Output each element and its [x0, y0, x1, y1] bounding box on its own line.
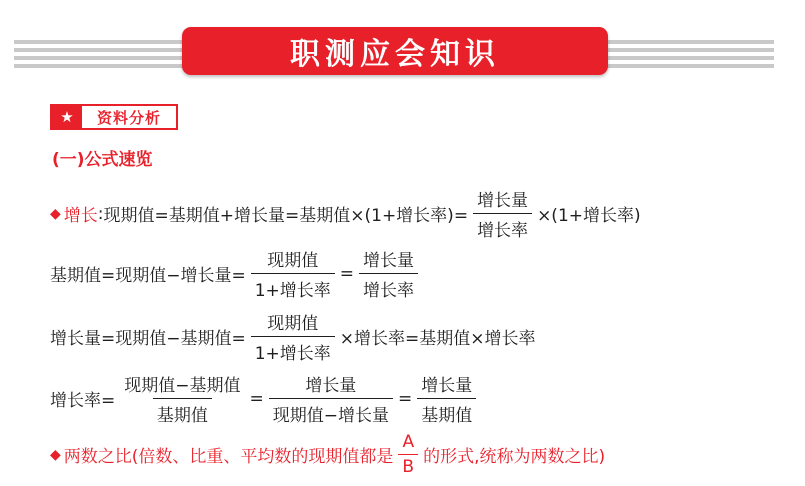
fraction: [269, 371, 393, 426]
fraction-a-over-b: [398, 432, 418, 477]
fraction-denominator: 增长率: [359, 273, 418, 301]
equals-sign: =: [398, 388, 413, 409]
header-stripes-right: [596, 40, 774, 68]
fraction-numerator: 现期值: [267, 251, 319, 271]
fraction-denominator: 增长率: [473, 213, 532, 241]
formula-growth: [50, 186, 641, 241]
fraction: [251, 246, 335, 301]
fraction-numerator: A: [402, 432, 415, 452]
formula-ratio-tail: 的形式,统称为两数之比): [423, 447, 606, 467]
formula-growth-label: 增长: [63, 206, 98, 226]
formula-growth-tail: ×(1+增长率): [537, 206, 641, 226]
formula-rate-text: 增长率=: [50, 391, 116, 411]
fraction: [251, 309, 335, 364]
diamond-bullet-icon: ◆: [50, 446, 61, 463]
fraction-numerator: 增长量: [477, 191, 529, 211]
formula-ratio: [50, 432, 605, 477]
fraction: [120, 371, 244, 426]
header-stripes-left: [14, 40, 210, 68]
formula-amount-tail: ×增长率=基期值×增长率: [339, 329, 536, 349]
formula-ratio-text: 两数之比(倍数、比重、平均数的现期值都是: [63, 447, 394, 467]
page-title: 职测应会知识: [290, 37, 500, 72]
fraction: [417, 371, 476, 426]
formula-amount-text: 增长量=现期值−基期值=: [50, 329, 246, 349]
title-banner: [182, 27, 608, 75]
section-tag: [50, 104, 178, 130]
star-icon: ★: [52, 106, 82, 128]
fraction-denominator: 基期值: [417, 398, 476, 426]
formula-growth-amount: [50, 309, 536, 364]
fraction-numerator: 增长量: [363, 251, 415, 271]
fraction: [473, 186, 532, 241]
fraction-numerator: 现期值−基期值: [124, 376, 241, 396]
fraction-denominator: 基期值: [153, 398, 212, 426]
fraction: [359, 246, 418, 301]
formula-base-text: 基期值=现期值−增长量=: [50, 266, 246, 286]
section-tag-label: 资料分析: [96, 108, 161, 127]
fraction-denominator: 1+增长率: [251, 273, 335, 301]
formula-growth-rate: [50, 371, 481, 426]
formula-growth-colon: :: [97, 203, 104, 224]
formula-base-value: [50, 246, 423, 301]
fraction-denominator: B: [398, 454, 418, 477]
equals-sign: =: [339, 263, 355, 284]
formula-growth-text: 现期值=基期值+增长量=基期值×(1+增长率)=: [103, 206, 469, 226]
subheading: (一)公式速览: [52, 150, 153, 170]
equals-sign: =: [249, 388, 264, 409]
fraction-denominator: 现期值−增长量: [269, 398, 393, 426]
diamond-bullet-icon: ◆: [50, 205, 61, 222]
fraction-numerator: 增长量: [421, 376, 473, 396]
fraction-numerator: 增长量: [305, 376, 357, 396]
fraction-denominator: 1+增长率: [251, 336, 335, 364]
fraction-numerator: 现期值: [267, 314, 319, 334]
